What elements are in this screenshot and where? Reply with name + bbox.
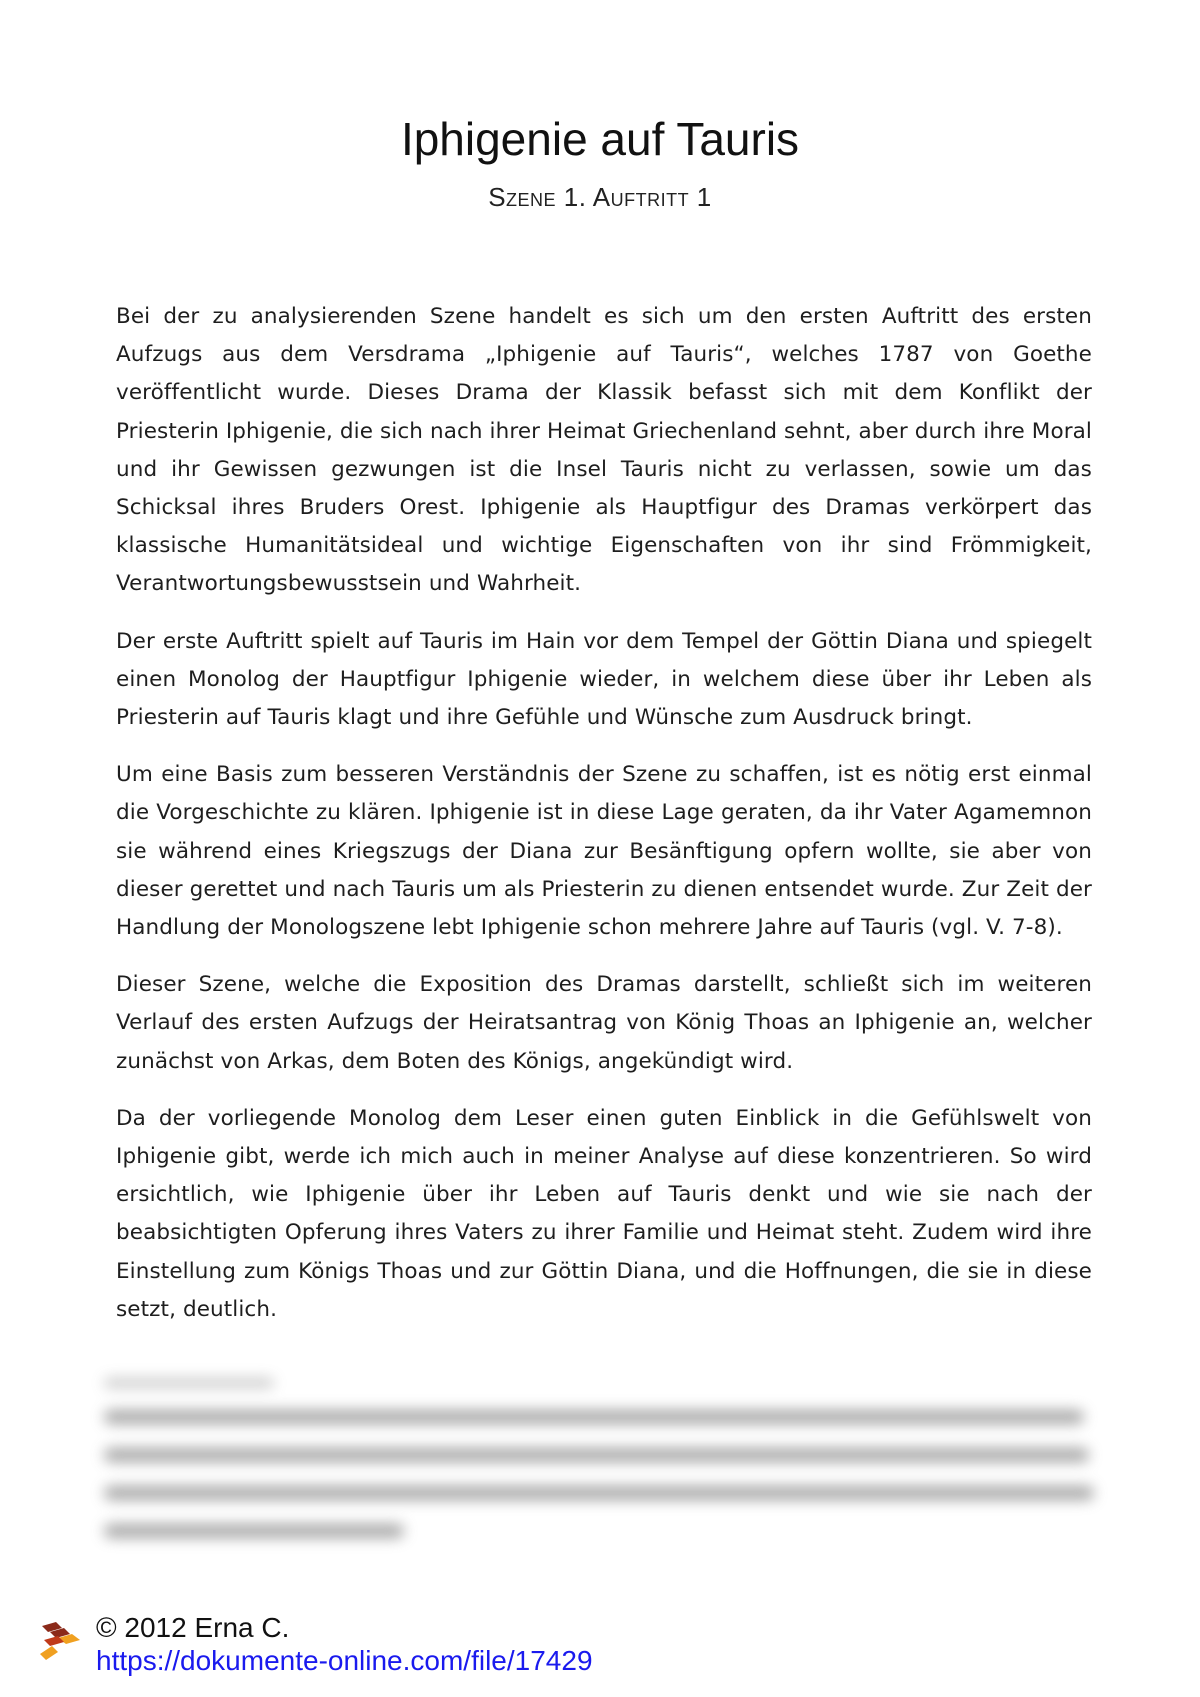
paragraph: Bei der zu analysierenden Szene handelt es sich um den ersten Auftritt des ersten Aufzugs aus dem Versdrama „Iphigenie auf Tauris“, welches 1787 von Goethe veröffentlicht wurde. Dieses Drama der Klassik befasst sich mit dem Konflikt der Priesterin Iphigenie, die sich nach ihrer Heimat Griechenland sehnt, aber durch ihre Moral und ihr Gewissen gezwungen ist die Insel Tauris nicht zu verlassen, sowie um das Schicksal ihres Bruders Orest. Iphigenie als Hauptfigur des Dramas verkörpert das klassische Humanitätsideal und wichtige Eigenschaften von ihr sind Frömmigkeit, Verantwortungsbewusstsein und Wahrheit. <box>116 304 1092 597</box>
blurred-preview-text <box>104 1378 1104 1548</box>
footer-copyright: © 2012 Erna C. <box>96 1612 290 1643</box>
document-title: Iphigenie auf Tauris <box>400 113 800 165</box>
paragraph: Um eine Basis zum besseren Verständnis der Szene zu schaffen, ist es nötig erst einmal die Vorgeschichte zu klären. Iphigenie ist in diese Lage geraten, da ihr Vater Agamemnon sie während eines Kriegszugs der Diana zur Besänftigung opfern wollte, sie aber von dieser gerettet und nach Tauris um als Priesterin zu dienen entsendet wurde. Zur Zeit der Handlung der Monologszene lebt Iphigenie schon mehrere Jahre auf Tauris (vgl. V. 7-8). <box>116 762 1092 941</box>
paragraph: Der erste Auftritt spielt auf Tauris im Hain vor dem Tempel der Göttin Diana und spiegelt einen Monolog der Hauptfigur Iphigenie wieder, in welchem diese über ihr Leben als Priesterin auf Tauris klagt und ihre Gefühle und Wünsche zum Ausdruck bringt. <box>116 628 1092 731</box>
paragraph: Dieser Szene, welche die Exposition des Dramas darstellt, schließt sich im weiteren Verlauf des ersten Aufzugs der Heiratsantrag von König Thoas an Iphigenie an, welcher zunächst von Arkas, dem Boten des Königs, angekündigt wird. <box>116 972 1092 1074</box>
footer-source-link[interactable]: https://dokumente-online.com/file/17429 <box>96 1645 593 1676</box>
dokumente-online-logo-icon <box>36 1618 86 1668</box>
document-subtitle: Szene 1. Auftritt 1 <box>488 182 712 212</box>
document-body <box>116 298 1092 1348</box>
paragraph: Da der vorliegende Monolog dem Leser einen guten Einblick in die Gefühlswelt von Iphigenie gibt, werde ich mich auch in meiner Analyse auf diese konzentrieren. So wird ersichtlich, wie Iphigenie über ihr Leben auf Tauris denkt und wie sie nach der beabsichtigten Opferung ihres Vaters zu ihrer Familie und Heimat steht. Zudem wird ihre Einstellung zum Königs Thoas und zur Göttin Diana, und die Hoffnungen, die sie in diese setzt, deutlich. <box>116 1105 1092 1322</box>
footer <box>36 1612 836 1682</box>
